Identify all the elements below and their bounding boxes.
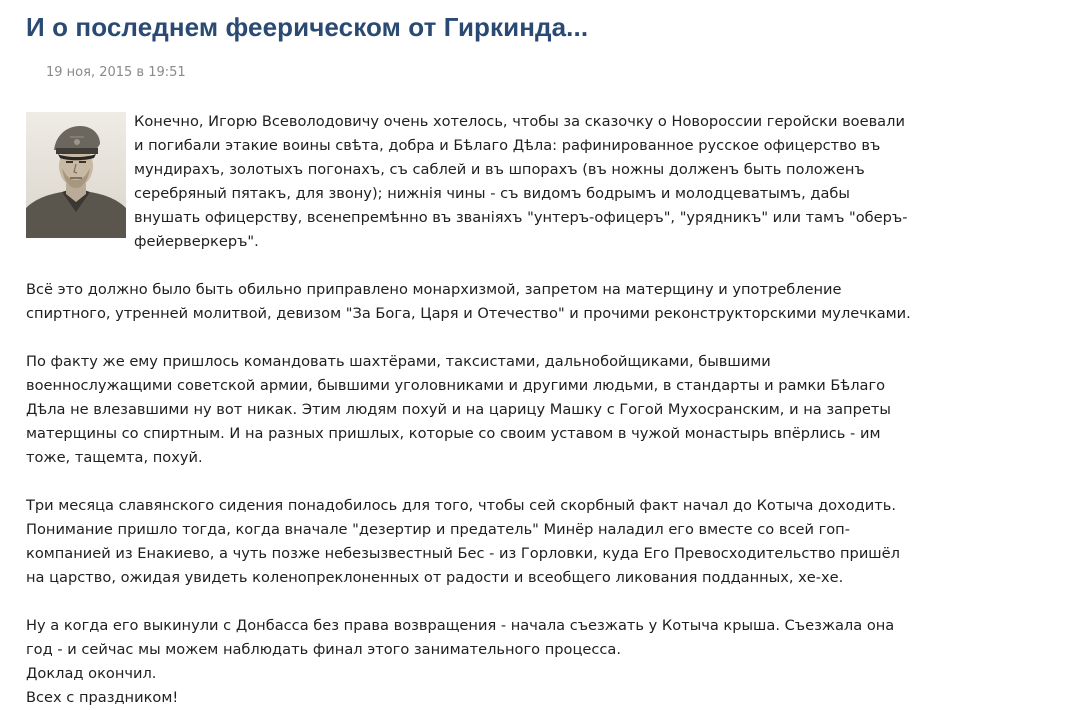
post-title[interactable]: И о последнем феерическом от Гиркинда... bbox=[26, 12, 589, 42]
closing-greeting: Всех с праздником! bbox=[26, 689, 179, 706]
closing-report: Доклад окончил. bbox=[26, 665, 157, 682]
post-date: 19 ноя, 2015 в 19:51 bbox=[46, 65, 186, 80]
post-body bbox=[26, 110, 911, 710]
paragraph-expectations: Всё это должно было быть обильно приправлено монархизмой, запретом на матерщину и употребление спиртного, утренней молитвой, девизом "За Бога, Царя и Отечество" и прочими реконструкторскими мулечками. bbox=[26, 281, 911, 322]
paragraph-realization: Три месяца славянского сидения понадобилось для того, чтобы сей скорбный факт начал до Котыча доходить. Понимание пришло тогда, когда вначале "дезертир и предатель" Минёр наладил его вместе со всей гоп-компанией из Енакиево, а чуть позже небезызвестный Бес - из Горловки, куда Его Превосходительство пришёл на царство, ожидая увидеть коленопреклоненных от радости и всеобщего ликования подданных, хе-хе. bbox=[26, 497, 900, 586]
portrait-photo-icon bbox=[26, 112, 126, 238]
paragraph-finale-text: Ну а когда его выкинули с Донбасса без права возвращения - начала съезжать у Котыча крыша. Съезжала она год - и сейчас мы можем наблюдать финал этого занимательного процесса. bbox=[26, 617, 895, 658]
paragraph-intro: Конечно, Игорю Всеволодовичу очень хотелось, чтобы за сказочку о Новороссии геройски воевали и погибали этакие воины свѣта, добра и Бѣлаго Дѣла: рафинированное русское офицерство въ мундирахъ, золотыхъ погонахъ, съ саблей и въ шпорахъ (въ ножны долженъ быть положенъ серебряный пятакъ, для звону); нижнія чины - съ видомъ бодрымъ и молодцеватымъ, дабы внушать офицерству, всенепремѣнно въ званіяхъ "унтеръ-офицеръ", "урядникъ" или тамъ "оберъ-фейерверкеръ". bbox=[134, 113, 908, 250]
paragraph-finale bbox=[26, 614, 911, 710]
paragraph-reality: По факту же ему пришлось командовать шахтёрами, таксистами, дальнобойщиками, бывшими военнослужащими советской армии, бывшими уголовниками и другими людьми, в стандарты и рамки Бѣлаго Дѣла не влезавшими ну вот никак. Этим людям похуй и на царицу Машку с Гогой Мухосранским, и на запреты матерщины со спиртным. И на разных пришлых, которые со своим уставом в чужой монастырь впёрлись - им тоже, тащемта, похуй. bbox=[26, 353, 891, 466]
